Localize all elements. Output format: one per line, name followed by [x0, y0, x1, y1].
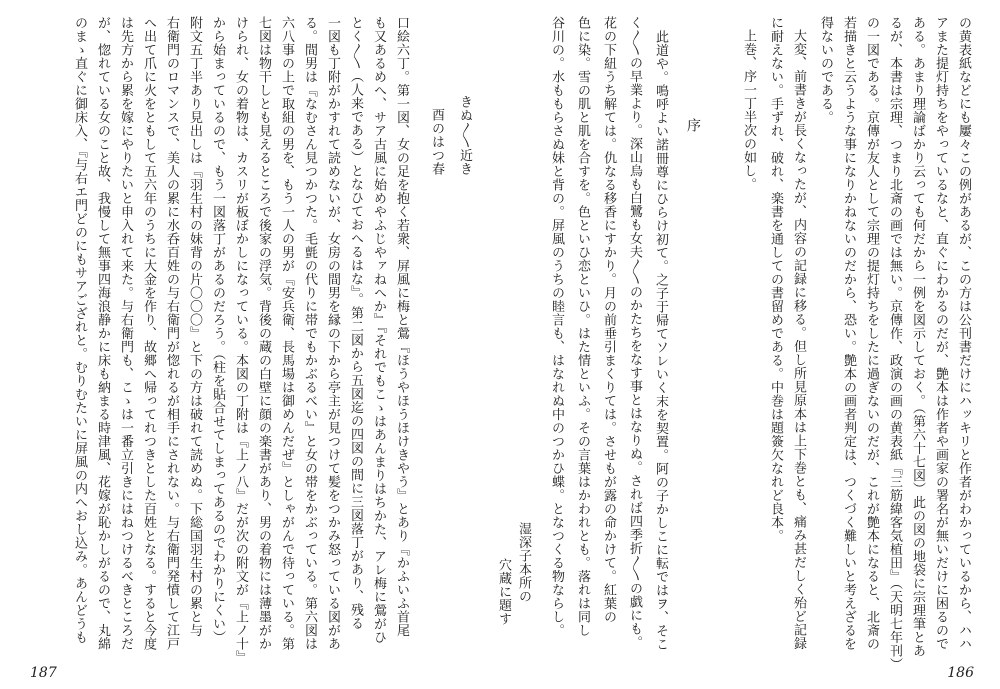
text-column: ある。あまり理論ばかり云っても何だから一例を図示しておく。（第六十七図）此の図の地袋に宗理筆とあ: [910, 16, 925, 658]
text-column: 得ないのである。: [818, 16, 833, 124]
text-column: の一図である。京傳が友人として宗理の提灯持ちをしたに過ぎないのだが、これが艶本になると、北斎の: [864, 16, 879, 651]
text-column: 大変、前書きが長くなったが、内容の記録に移る。但し所見原本は上下巻とも、痛み甚だしく殆ど記録: [791, 29, 806, 650]
text-column: く〳〵の早業より。深山烏も白鷺も女夫〳〵のかたちをなす事とはなりぬ。されば四季折〳〵の戯にも。: [627, 16, 642, 649]
text-column: 口絵六丁。第一図、女の足を抱く若衆、屏風に梅と鶯『ほうやほうほけきやう』とあり『かふいふ首尾: [394, 16, 409, 637]
text-column: 六八事の上で取組の男を、もう一人の男が『安兵衛、長馬場は御めんだぜ』としゃがんで待っている。第: [279, 16, 294, 651]
text-column: 一図も丁附がかすれて読めないが、女房の間男を縁の下から亭主が見つけて髪をつかみ怒っている図があ: [325, 16, 340, 651]
text-column: 若描きと云うような事になりかねないのだから、恐い。艶本の画者判定は、つくづく難しいと考えざるを: [841, 16, 856, 651]
text-column: 上巻、序一丁半次の如し。: [741, 29, 756, 191]
text-column: 谷川の。水ももらさぬ妹と背の。屏風のうちの睦言も、はなれぬ中のつかひ蝶。となつくる物ならし。: [549, 16, 564, 637]
page-number: 186: [947, 665, 974, 681]
text-column: へ出て爪に火をともして五六年のうちに大金を作り、故郷へ帰ってれつきとした百姓となる。すると今度: [141, 16, 156, 651]
text-column: 右衛門のロマンスで、美人の累に水呑百姓の与右衛門が惚れるが相手にされない。与右衛門発憤して江戸: [164, 16, 179, 651]
text-column: も又あるめへ、サア古風に始めやふじやァねへか』『それでもこゝはあんまりはちかた、アレ梅に鶯がひ: [371, 16, 386, 644]
text-column: のまゝ直ぐに御床入、『与右エ門どのにもサアござれと。むりむたいに屏風の内へおし込み。あんどうも: [72, 16, 87, 644]
text-column: るが、本書は宗理、つまり北斎の画では無い。京傳作、政演の画の黄表紙『三筋緯客気植田』（天明七年刊）: [887, 16, 902, 671]
poem-line: きぬ〳〵近き: [457, 95, 472, 176]
text-column: とく〳〵（人来である）となひておへるはな』。第二図から五図迄の四図の間に三図落丁があり、残る: [348, 16, 363, 630]
text-column: から始まっているので、もう一図落丁があるのだろう。（柱を貼合せてしまってあるのでわかりにくい）: [210, 16, 225, 644]
text-column: 色に染。雪の肌と肌を合すを。色といひ恋といひ。はた情といふ。その言葉はかわれとも。落れは同し: [575, 16, 590, 637]
poem-line: 酉のはつ春: [429, 108, 444, 176]
text-column: 附文五丁半あり見出しは『羽生村の妹背の片〇〇〇』と下の方は破れて読めぬ。下総国羽生村の累と与: [187, 16, 202, 637]
text-column: 七図は物干しとも見えるところで後家の浮気。背後の蔵の白壁に顔の楽書があり、男の着物には薄墨がか: [256, 16, 271, 651]
signature-line: 穴蔵に題す: [496, 558, 511, 626]
text-column: の黄表紙などにも屢々この例があるが、この方は公刊書だけにハッキリと作者がわかっているから、ハハ: [956, 16, 971, 651]
text-column: アまた提灯持ちをやっているなと、直ぐにわかるのだが、艶本は作者や画家の署名が無いだけに困るので: [933, 16, 948, 651]
text-column: に耐えない。手ずれ、破れ、楽書を通しての書留めである。中巻は題簽欠なれど良本。: [768, 16, 783, 543]
signature-line: 湿深子本所の: [516, 522, 531, 603]
text-column: る。間男は『なむさん見つかつた。毛氈の代りに帯でもかぶるべい』と女の帯をかぶっている。第六図は: [302, 16, 317, 651]
preface-heading: 序: [685, 118, 701, 134]
text-column: が、惚れている女のこと故、我慢して無事四海浪静かに床も納まる時津風、花嫁が恥かしがるので、丸綿: [95, 16, 110, 651]
text-column: けられ、女の着物は、カスリが板ぼかしになっている。本図の丁附は『上ノ八』だが次の附文が『上ノ十』: [233, 16, 248, 664]
text-column: 此道や。鳴呼よい諾冊尊にひらけ初て。之子于帰てソレいく末を契置。阿の子かしこに転ではヲ、そこ: [653, 30, 668, 651]
text-column: は先方から累を嫁にやりたいと申入れて来た。与右衛門も、こゝは一番立引きにはねつけるべきところだ: [118, 16, 133, 651]
page-number: 187: [30, 665, 57, 681]
text-column: 花の下紐うち解ては。仇なる移香にすかり。月の前垂引まくりては。させもが露の命かけて。紅葉の: [601, 16, 616, 624]
